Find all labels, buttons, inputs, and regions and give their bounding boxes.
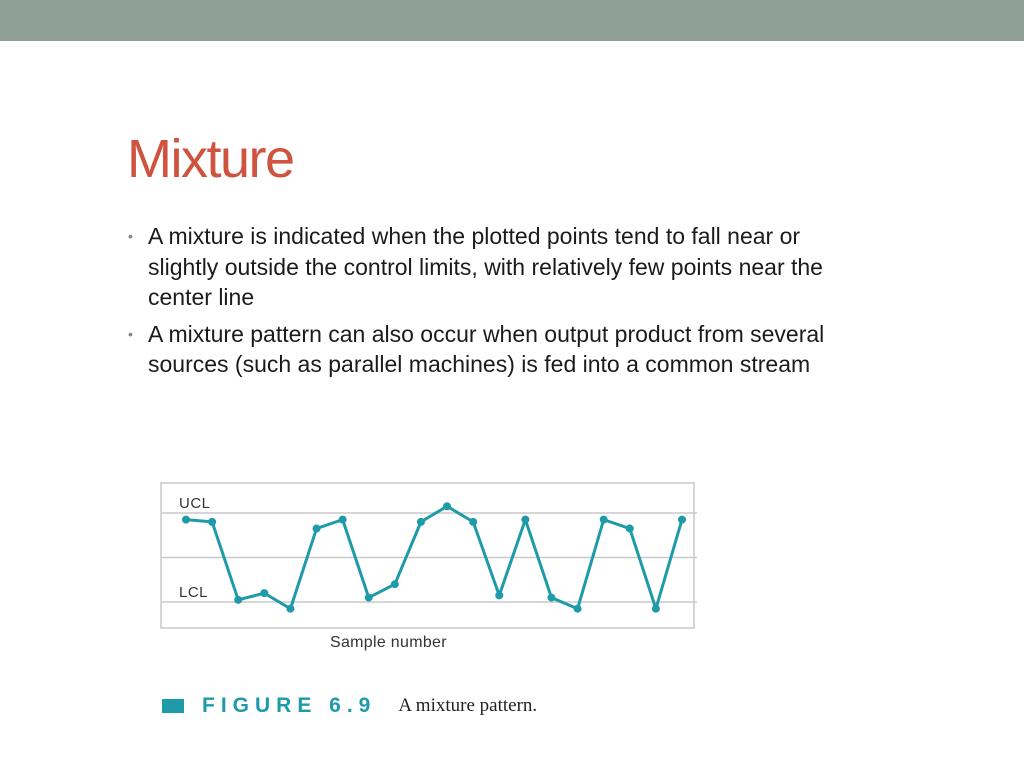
data-point (600, 516, 608, 524)
figure-caption-text: A mixture pattern. (398, 695, 538, 716)
bullet-marker: • (128, 228, 133, 244)
control-chart-figure (160, 482, 695, 629)
top-accent-bar (0, 0, 1024, 41)
data-point (286, 605, 294, 613)
bullet-marker: • (128, 325, 133, 342)
data-point (339, 516, 347, 524)
data-point (417, 518, 425, 526)
data-point (652, 605, 660, 613)
limit-label-ucl: UCL (179, 494, 211, 512)
data-point (495, 591, 503, 599)
bullet-list (128, 221, 868, 386)
data-point (313, 525, 321, 533)
data-point (260, 589, 268, 597)
data-point (391, 580, 399, 588)
data-point (469, 518, 477, 526)
data-point (182, 516, 190, 524)
data-point (234, 596, 242, 604)
control-chart (162, 484, 697, 631)
data-point (208, 518, 216, 526)
bullet-text: A mixture is indicated when the plotted points tend to fall near or slightly outside the control limits, with relatively few points near the center line (148, 223, 823, 310)
caption-square-icon (162, 699, 184, 713)
bullet-text: A mixture pattern can also occur when output product from several sources (such as parallel machines) is fed into a common stream (148, 320, 825, 377)
bullet-item (128, 221, 868, 313)
data-point (574, 605, 582, 613)
data-point (521, 516, 529, 524)
data-point (626, 525, 634, 533)
data-point (547, 594, 555, 602)
data-point (443, 502, 451, 510)
slide-title: Mixture (127, 129, 294, 189)
x-axis-label: Sample number (330, 634, 447, 651)
limit-label-lcl: LCL (179, 584, 209, 602)
bullet-item (128, 319, 868, 380)
figure-caption (162, 694, 537, 718)
data-point (678, 516, 686, 524)
data-point (365, 594, 373, 602)
figure-label: FIGURE 6.9 (202, 694, 377, 717)
